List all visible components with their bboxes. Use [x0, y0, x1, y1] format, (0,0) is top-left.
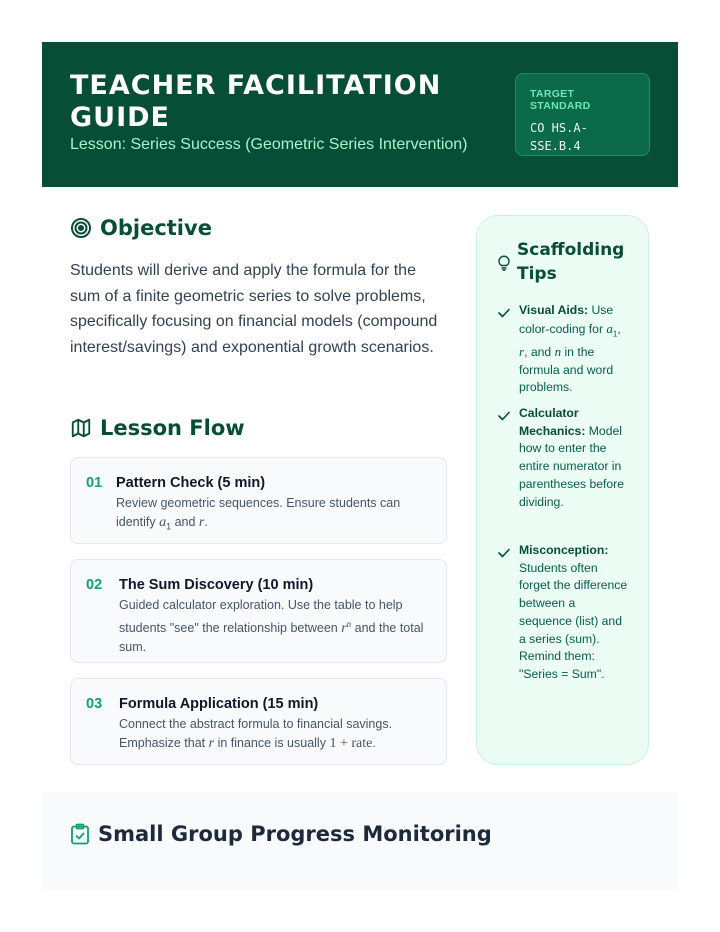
check-icon [498, 548, 510, 558]
header-banner [42, 42, 678, 187]
step-number: 02 [86, 577, 103, 593]
lesson-step-card [70, 559, 447, 663]
standard-code: CO HS.A-SSE.B.4 [530, 121, 588, 153]
scaffolding-tips-panel [476, 215, 649, 765]
check-icon [498, 308, 510, 318]
tip-calculator-mechanics: Calculator Mechanics: Model how to enter the entire numerator in parentheses before dividing. [519, 406, 625, 509]
target-icon [70, 217, 92, 239]
step-title: Pattern Check (5 min) [116, 475, 266, 491]
lesson-subtitle: Lesson: Series Success (Geometric Series Intervention) [70, 136, 468, 153]
step-title: Formula Application (15 min) [119, 696, 319, 712]
check-icon [498, 411, 510, 421]
clipboard-check-icon [70, 823, 90, 845]
tip-visual-aids: Visual Aids: Use color-coding for $a_1$, r, and n in the formula and word problems. [519, 303, 621, 395]
lightbulb-icon [497, 255, 511, 271]
page-title: TEACHER FACILITATION GUIDE [70, 70, 442, 133]
monitoring-heading: Small Group Progress Monitoring [98, 822, 492, 846]
lesson-step-card [70, 457, 447, 544]
standard-label: TARGET STANDARD [530, 88, 591, 112]
step-description: Guided calculator exploration. Use the table to help students "see" the relationship between $r^n$ and the total sum. [119, 598, 424, 655]
step-description: Connect the abstract formula to financial savings. Emphasize that r in finance is usually 1 + rate. [119, 717, 393, 751]
target-standard-box [515, 73, 650, 156]
objective-heading: Objective [100, 216, 212, 240]
lesson-step-card [70, 678, 447, 765]
step-title: The Sum Discovery (10 min) [119, 577, 314, 593]
map-icon [70, 417, 92, 439]
progress-monitoring-section [42, 793, 678, 890]
tip-misconception: Misconception: Students often forget the difference between a sequence (list) and a series (sum). Remind them: "Series = Sum". [519, 543, 628, 681]
step-number: 01 [86, 475, 103, 491]
scaffolding-heading: Scaffolding Tips [517, 240, 625, 284]
step-description: Review geometric sequences. Ensure students can identify $a_1$ and r. [116, 496, 401, 531]
objective-heading-row [70, 216, 212, 240]
lesson-flow-heading-row [70, 416, 245, 440]
step-number: 03 [86, 696, 103, 712]
monitoring-heading-row [70, 822, 492, 846]
objective-text: Students will derive and apply the formula for the sum of a finite geometric series to solve problems, specifically focusing on financial models (compound interest/savings) and exponential growth scenarios. [70, 262, 438, 356]
lesson-flow-heading: Lesson Flow [100, 416, 245, 440]
